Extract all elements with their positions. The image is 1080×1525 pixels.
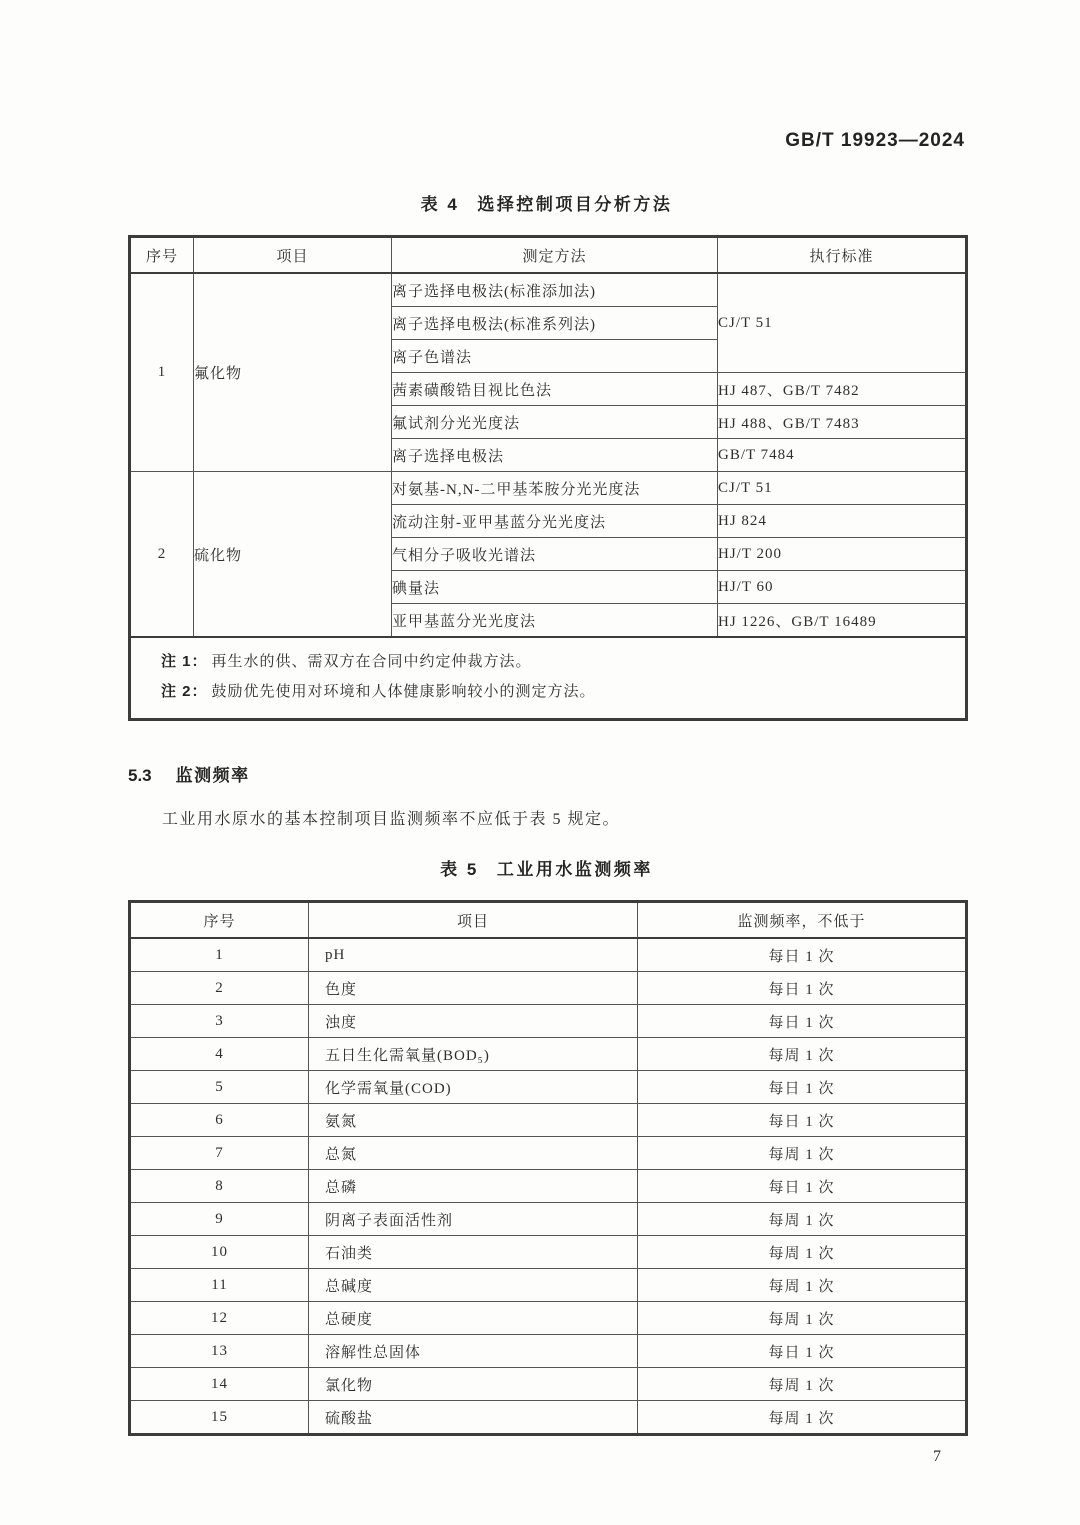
table-cell-standard: HJ/T 60 — [718, 571, 967, 604]
table5-header-row — [130, 902, 967, 939]
table-cell-frequency: 每周 1 次 — [638, 1368, 967, 1401]
table-cell-standard: HJ 1226、GB/T 16489 — [718, 604, 967, 638]
table-cell-no: 2 — [130, 972, 309, 1005]
table-cell-item: 色度 — [309, 972, 638, 1005]
table5-title-label: 表 5 — [440, 860, 479, 879]
table-cell-method: 碘量法 — [392, 571, 718, 604]
table-cell-item: 氟化物 — [194, 273, 392, 472]
table-cell-item: 氨氮 — [309, 1104, 638, 1137]
table-cell-item: 石油类 — [309, 1236, 638, 1269]
table-cell-item: 总碱度 — [309, 1269, 638, 1302]
note-1 — [161, 647, 955, 677]
table-row — [130, 1104, 967, 1137]
table5-header-item: 项目 — [309, 902, 638, 939]
table4-notes — [130, 637, 967, 720]
table-row — [130, 1170, 967, 1203]
table4-header-row — [130, 237, 967, 274]
table-row — [130, 1368, 967, 1401]
note-2-label: 注 2： — [161, 683, 208, 700]
table-cell-frequency: 每日 1 次 — [638, 938, 967, 972]
table-cell-item: 总氮 — [309, 1137, 638, 1170]
table-cell-frequency: 每日 1 次 — [638, 1170, 967, 1203]
table-cell-frequency: 每周 1 次 — [638, 1236, 967, 1269]
table4-notes-row — [130, 637, 967, 720]
table-cell-no: 13 — [130, 1335, 309, 1368]
table-cell-no: 1 — [130, 938, 309, 972]
table-cell-frequency: 每周 1 次 — [638, 1203, 967, 1236]
table4-title-label: 表 4 — [420, 195, 460, 214]
table-cell-standard: CJ/T 51 — [718, 472, 967, 505]
note-2-text: 鼓励优先使用对环境和人体健康影响较小的测定方法。 — [211, 684, 596, 700]
table-cell-no: 8 — [130, 1170, 309, 1203]
table-cell-frequency: 每日 1 次 — [638, 1005, 967, 1038]
table-cell-frequency: 每日 1 次 — [638, 1071, 967, 1104]
table-row — [130, 1401, 967, 1435]
table-cell-method: 对氨基-N,N-二甲基苯胺分光光度法 — [392, 472, 718, 505]
table-cell-item: 硫化物 — [194, 472, 392, 638]
table-cell-standard: HJ 488、GB/T 7483 — [718, 406, 967, 439]
table-row — [130, 1005, 967, 1038]
page-number: 7 — [933, 1448, 941, 1465]
table-cell-no: 4 — [130, 1038, 309, 1071]
table-cell-frequency: 每日 1 次 — [638, 1104, 967, 1137]
table-cell-item: 硫酸盐 — [309, 1401, 638, 1435]
table-cell-no: 5 — [130, 1071, 309, 1104]
table4-title — [128, 190, 965, 215]
table4-header-item: 项目 — [194, 237, 392, 274]
table-cell-no: 15 — [130, 1401, 309, 1435]
table-cell-no: 14 — [130, 1368, 309, 1401]
table-cell-no: 3 — [130, 1005, 309, 1038]
table-cell-standard: HJ/T 200 — [718, 538, 967, 571]
table-cell-method: 亚甲基蓝分光光度法 — [392, 604, 718, 638]
table-cell-frequency: 每日 1 次 — [638, 1335, 967, 1368]
section-paragraph: 工业用水原水的基本控制项目监测频率不应低于表 5 规定。 — [162, 811, 621, 828]
table-cell-frequency: 每周 1 次 — [638, 1269, 967, 1302]
table-cell-no: 11 — [130, 1269, 309, 1302]
table-cell-method: 离子选择电极法(标准添加法) — [392, 273, 718, 307]
table-cell-method: 流动注射-亚甲基蓝分光光度法 — [392, 505, 718, 538]
table-row — [130, 1038, 967, 1071]
table-5 — [128, 900, 968, 1436]
table-cell-no: 12 — [130, 1302, 309, 1335]
table-cell-item: 氯化物 — [309, 1368, 638, 1401]
table-cell-frequency: 每周 1 次 — [638, 1401, 967, 1435]
table4-header-standard: 执行标准 — [718, 237, 967, 274]
table5-title-text: 工业用水监测频率 — [496, 860, 653, 879]
table-row — [130, 938, 967, 972]
table4-title-text: 选择控制项目分析方法 — [477, 195, 673, 214]
table-cell-no: 10 — [130, 1236, 309, 1269]
table-cell-standard: CJ/T 51 — [718, 273, 967, 373]
table4-header-no: 序号 — [130, 237, 194, 274]
table-row — [130, 1302, 967, 1335]
table4-header-method: 测定方法 — [392, 237, 718, 274]
table-cell-frequency: 每日 1 次 — [638, 972, 967, 1005]
table-row — [130, 1236, 967, 1269]
table-cell-no: 7 — [130, 1137, 309, 1170]
table-cell-no: 1 — [130, 273, 194, 472]
table-cell-item: 溶解性总固体 — [309, 1335, 638, 1368]
table-cell-method: 离子选择电极法 — [392, 439, 718, 472]
table-cell-item: 五日生化需氧量(BOD₅) — [309, 1038, 638, 1071]
table-cell-standard: HJ 824 — [718, 505, 967, 538]
standard-code: GB/T 19923—2024 — [785, 130, 965, 151]
section-number: 5.3 — [128, 766, 152, 785]
note-2 — [161, 677, 955, 707]
section-heading — [128, 761, 965, 786]
table5-header-no: 序号 — [130, 902, 309, 939]
table-cell-method: 茜素磺酸锆目视比色法 — [392, 373, 718, 406]
table-cell-item: 化学需氧量(COD) — [309, 1071, 638, 1104]
table-cell-no: 6 — [130, 1104, 309, 1137]
table-cell-frequency: 每周 1 次 — [638, 1137, 967, 1170]
table-row — [130, 1335, 967, 1368]
table-row — [130, 1269, 967, 1302]
table-cell-method: 离子色谱法 — [392, 340, 718, 373]
table-cell-item: 阴离子表面活性剂 — [309, 1203, 638, 1236]
table-row — [130, 1137, 967, 1170]
table-cell-method: 离子选择电极法(标准系列法) — [392, 307, 718, 340]
note-1-text: 再生水的供、需双方在合同中约定仲裁方法。 — [211, 654, 532, 670]
table5-title — [128, 855, 965, 880]
table-row — [130, 1071, 967, 1104]
section-title: 监测频率 — [175, 766, 250, 785]
table-row — [130, 472, 967, 505]
table-cell-no: 2 — [130, 472, 194, 638]
table-cell-frequency: 每周 1 次 — [638, 1302, 967, 1335]
table-cell-no: 9 — [130, 1203, 309, 1236]
table-cell-item: 总磷 — [309, 1170, 638, 1203]
table-row — [130, 273, 967, 307]
note-1-label: 注 1： — [161, 653, 208, 670]
table-cell-standard: GB/T 7484 — [718, 439, 967, 472]
table-4 — [128, 235, 968, 721]
table-cell-frequency: 每周 1 次 — [638, 1038, 967, 1071]
table-cell-item: 总硬度 — [309, 1302, 638, 1335]
table-cell-method: 氟试剂分光光度法 — [392, 406, 718, 439]
table-cell-method: 气相分子吸收光谱法 — [392, 538, 718, 571]
table-row — [130, 972, 967, 1005]
table-row — [130, 1203, 967, 1236]
table-cell-item: 浊度 — [309, 1005, 638, 1038]
table5-header-frequency: 监测频率，不低于 — [638, 902, 967, 939]
table-cell-item: pH — [309, 938, 638, 972]
table-cell-standard: HJ 487、GB/T 7482 — [718, 373, 967, 406]
